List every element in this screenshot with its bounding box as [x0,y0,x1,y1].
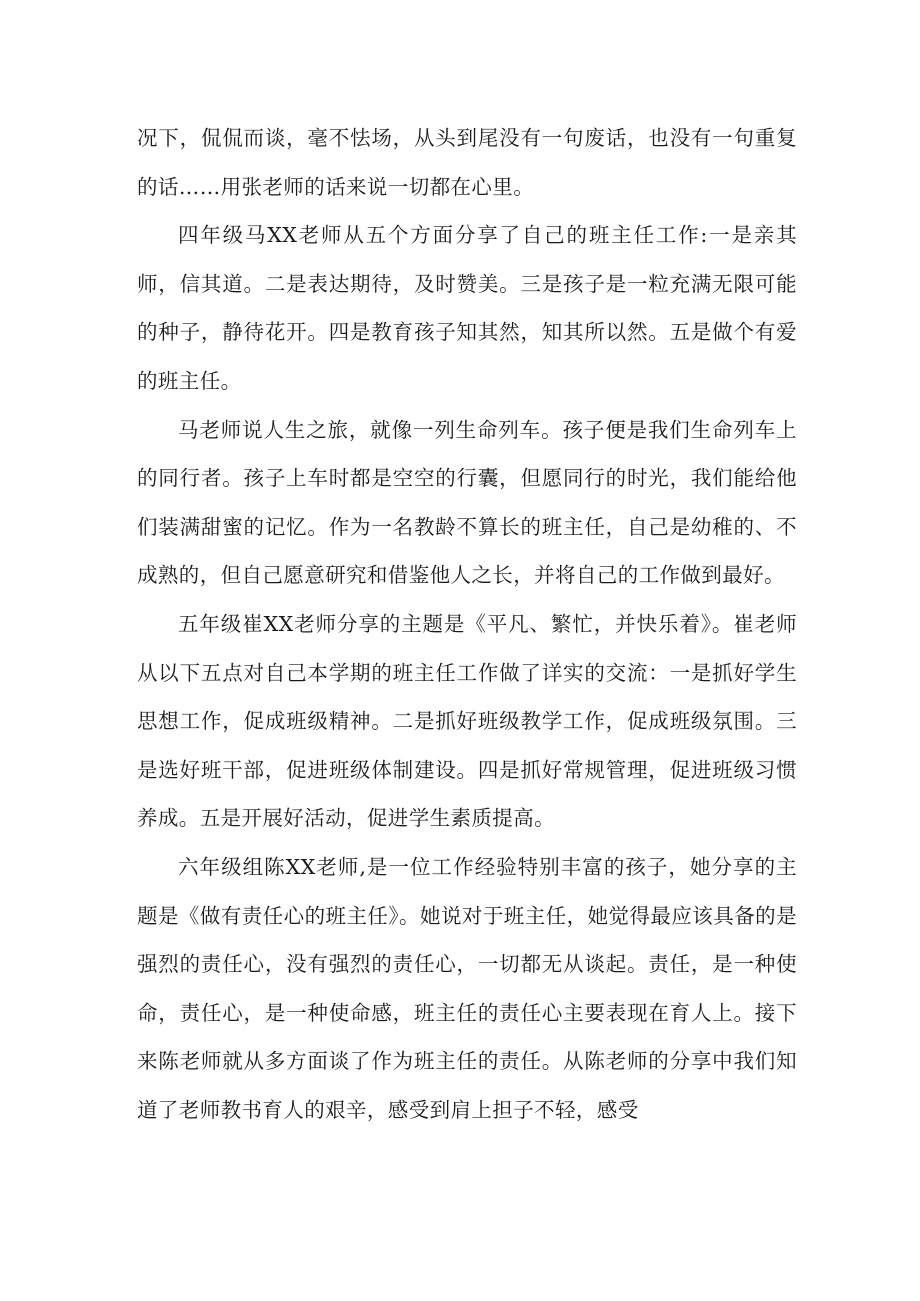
document-body [137,114,797,1134]
paragraph-life-train: 马老师说人生之旅，就像一列生命列车。孩子便是我们生命列车上的同行者。孩子上车时都是空空的行囊，但愿同行的时光，我们能给他们装满甜蜜的记忆。作为一名教龄不算长的班主任，自己是幼稚的、不成熟的，但自己愿意研究和借鉴他人之长，并将自己的工作做到最好。 [137,417,797,588]
paragraph-continuation: 况下，侃侃而谈，毫不怯场，从头到尾没有一句废话，也没有一句重复的话……用张老师的话来说一切都在心里。 [137,126,797,199]
paragraph-grade-four-ma: 四年级马XX老师从五个方面分享了自己的班主任工作:一是亲其师，信其道。二是表达期待，及时赞美。三是孩子是一粒充满无限可能的种子，静待花开。四是教育孩子知其然，知其所以然。五是做个有爱的班主任。 [137,223,797,393]
paragraph-grade-five-cui: 五年级崔XX老师分享的主题是《平凡、繁忙，并快乐着》。崔老师从以下五点对自己本学期的班主任工作做了详实的交流：一是抓好学生思想工作，促成班级精神。二是抓好班级教学工作，促成班级氛围。三是选好班干部，促进班级体制建设。四是抓好常规管理，促进班级习惯养成。五是开展好活动，促进学生素质提高。 [137,611,797,831]
paragraph-grade-six-chen: 六年级组陈XX老师,是一位工作经验特别丰富的孩子，她分享的主题是《做有责任心的班主任》。她说对于班主任，她觉得最应该具备的是强烈的责任心，没有强烈的责任心，一切都无从谈起。责任，是一种使命，责任心，是一种使命感，班主任的责任心主要表现在育人上。接下来陈老师就从多方面谈了作为班主任的责任。从陈老师的分享中我们知道了老师教书育人的艰辛，感受到肩上担子不轻，感受 [137,854,797,1122]
